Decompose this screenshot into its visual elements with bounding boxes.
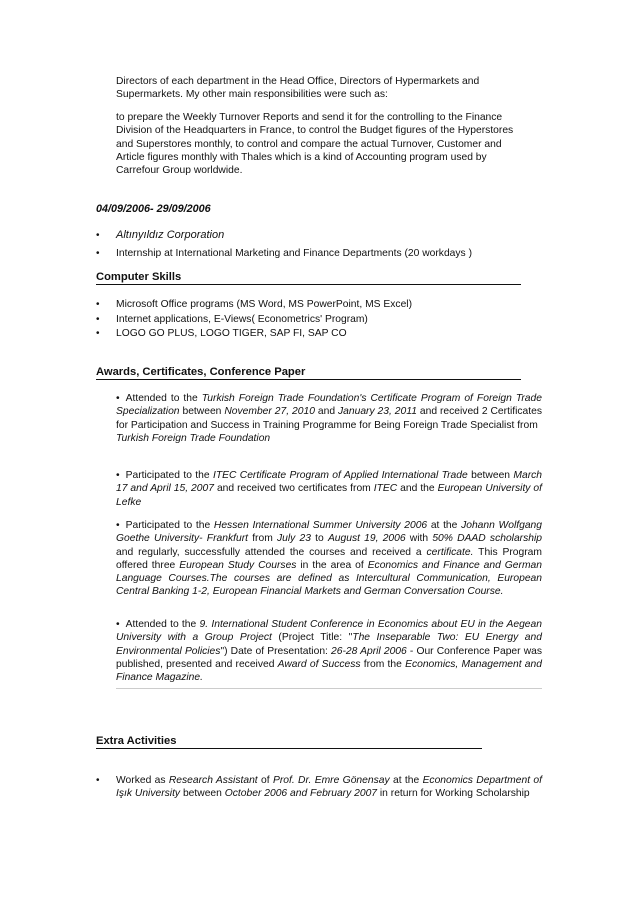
experience-role: Internship at International Marketing and Finance Departments (20 workdays ) bbox=[116, 248, 472, 259]
section-title: Extra Activities bbox=[96, 735, 177, 747]
skill-item: Internet applications, E-Views( Econometrics' Program) bbox=[116, 314, 368, 325]
experience-company: Altınyıldız Corporation bbox=[116, 229, 225, 241]
bullet-icon: • bbox=[116, 393, 120, 404]
award-entry: • Participated to the Hessen International Summer University 2006 at the Johann Wolfgang Goethe University- Frankfurt from July 23 to August 19, 2006 with 50% DAAD scholarship and regularly, successfully attended the courses and received a certificate. This Program offered three European Study Courses in the area of Economics and Finance and German Language Courses.The courses are defined as Intercultural Communication, European Central Banking 1-2, European Financial Markets and German Conversation Course. bbox=[116, 520, 543, 598]
extra-activities-heading bbox=[96, 735, 482, 749]
award-entry: • Attended to the 9. International Student Conference in Economics about EU in the Aegean University with a Group Project (Project Title: "The Inseparable Two: EU Energy and Environmental Policies") Date of Presentation: 26-28 April 2006 - Our Conference Paper was published, presented and received Award of Success from the Economics, Management and Finance Magazine. bbox=[116, 619, 543, 684]
bullet-icon: • bbox=[116, 470, 120, 481]
experience-dates: 04/09/2006- 29/09/2006 bbox=[96, 203, 211, 215]
duty-line: Carrefour Group worldwide. bbox=[116, 165, 243, 177]
duties-paragraph bbox=[116, 111, 513, 177]
bullet-icon: • bbox=[96, 248, 100, 259]
divider bbox=[116, 688, 542, 689]
extra-activity-item: Worked as Research Assistant of Prof. Dr. Emre Gönensay at the Economics Department of Işık University between October 2006 and February 2007 in return for Working Scholarship bbox=[116, 775, 542, 800]
bullet-icon: • bbox=[96, 328, 100, 339]
section-title: Computer Skills bbox=[96, 271, 182, 283]
section-title: Awards, Certificates, Conference Paper bbox=[96, 366, 306, 378]
award-entry: • Attended to the Turkish Foreign Trade Foundation's Certificate Program of Foreign Trade Specialization between November 27, 2010 and January 23, 2011 and received 2 Certificates for Participation and Success in Training Programme for Being Foreign Trade Specialist from Turkish Foreign Trade Foundation bbox=[116, 393, 542, 444]
intro-paragraph bbox=[116, 75, 479, 102]
duty-line: Article figures monthly with Thales which is a kind of Accounting program used by bbox=[116, 151, 487, 163]
bullet-icon: • bbox=[116, 520, 120, 531]
awards-heading bbox=[96, 366, 521, 380]
duty-line: to prepare the Weekly Turnover Reports and send it for the controlling to the Finance bbox=[116, 112, 503, 123]
intro-line: Supermarkets. My other main responsibilities were such as: bbox=[116, 89, 388, 101]
duty-line: Division of the Headquarters in France, to control the Budget figures of the Hyperstores bbox=[116, 125, 514, 137]
bullet-icon: • bbox=[96, 314, 100, 325]
award-entry: • Participated to the ITEC Certificate Program of Applied International Trade between March 17 and April 15, 2007 and received two certificates from ITEC and the European University of Lefke bbox=[116, 470, 543, 508]
computer-skills-heading bbox=[96, 271, 521, 285]
bullet-icon: • bbox=[96, 299, 100, 310]
duty-line: and Superstores monthly, to control and compare the actual Turnover, Customer and bbox=[116, 138, 502, 150]
skill-item: LOGO GO PLUS, LOGO TIGER, SAP FI, SAP CO bbox=[116, 328, 347, 339]
intro-line: Directors of each department in the Head Office, Directors of Hypermarkets and bbox=[116, 76, 480, 87]
skill-item: Microsoft Office programs (MS Word, MS PowerPoint, MS Excel) bbox=[116, 299, 413, 310]
bullet-icon: • bbox=[116, 619, 120, 630]
bullet-icon: • bbox=[96, 775, 100, 786]
bullet-icon: • bbox=[96, 230, 100, 241]
